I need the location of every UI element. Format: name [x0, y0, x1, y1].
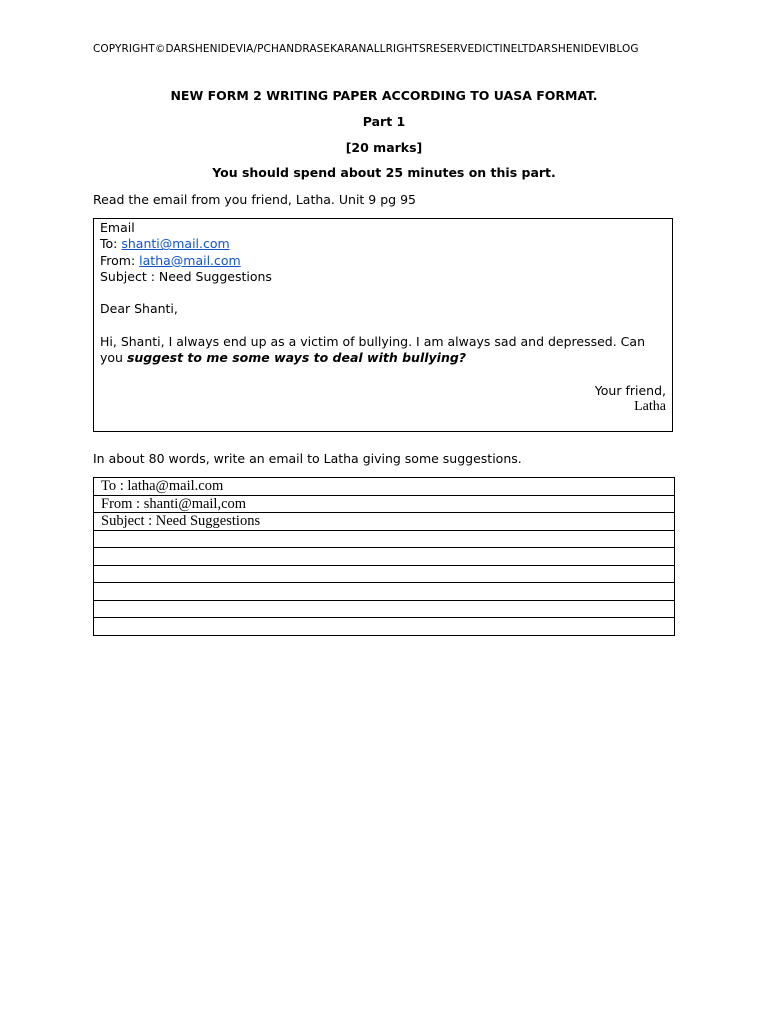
answer-cell-blank[interactable]: [94, 565, 675, 583]
answer-table: [93, 477, 675, 636]
answer-row: [94, 618, 675, 636]
answer-cell-blank[interactable]: [94, 530, 675, 548]
spacer: [100, 367, 666, 383]
answer-cell-blank[interactable]: [94, 548, 675, 566]
part-label: Part 1: [362, 114, 406, 129]
answer-row: [94, 495, 675, 513]
answer-row: [94, 600, 675, 618]
answer-row: [94, 513, 675, 531]
task-instruction: In about 80 words, write an email to Latha giving some suggestions.: [93, 451, 522, 466]
email-body-emphasis: suggest to me some ways to deal with bullying?: [126, 350, 467, 366]
email-from-link[interactable]: latha@mail.com: [139, 252, 241, 268]
email-heading: Email: [100, 220, 135, 235]
paper-title: NEW FORM 2 WRITING PAPER ACCORDING TO UASA FORMAT.: [170, 88, 598, 103]
answer-row: [94, 478, 675, 496]
email-box: [93, 218, 673, 432]
answer-cell-blank[interactable]: [94, 583, 675, 601]
marks-label: [20 marks]: [345, 140, 423, 155]
email-subject: Subject : Need Suggestions: [100, 268, 272, 284]
email-body-plain: Hi, Shanti, I always end up as a victim of bullying. I am always sad and depressed. Can you: [100, 334, 645, 366]
answer-cell-to[interactable]: To : latha@mail.com: [94, 478, 675, 496]
email-to-line: [100, 236, 666, 252]
email-signature: Latha: [634, 399, 666, 415]
email-to-label: To:: [100, 236, 122, 252]
email-body: [100, 334, 666, 367]
email-closing: Your friend,: [594, 382, 666, 398]
answer-cell-subject[interactable]: Subject : Need Suggestions: [94, 513, 675, 531]
spacer: [100, 318, 666, 334]
time-note: You should spend about 25 minutes on this part.: [212, 165, 556, 180]
email-from-label: From:: [100, 252, 140, 268]
answer-cell-from[interactable]: From : shanti@mail,com: [94, 495, 675, 513]
reading-instruction: Read the email from you friend, Latha. Unit 9 pg 95: [93, 192, 416, 207]
spacer: [100, 285, 666, 301]
answer-cell-blank[interactable]: [94, 600, 675, 618]
email-to-link[interactable]: shanti@mail.com: [121, 236, 230, 252]
answer-row: [94, 583, 675, 601]
email-greeting: Dear Shanti,: [100, 301, 178, 317]
email-from-line: [100, 253, 666, 269]
copyright-notice: COPYRIGHT©DARSHENIDEVIA/PCHANDRASEKARANALLRIGHTSRESERVEDICTINELTDARSHENIDEVIBLOG: [93, 43, 639, 55]
answer-row: [94, 530, 675, 548]
answer-row: [94, 548, 675, 566]
answer-cell-blank[interactable]: [94, 618, 675, 636]
answer-row: [94, 565, 675, 583]
